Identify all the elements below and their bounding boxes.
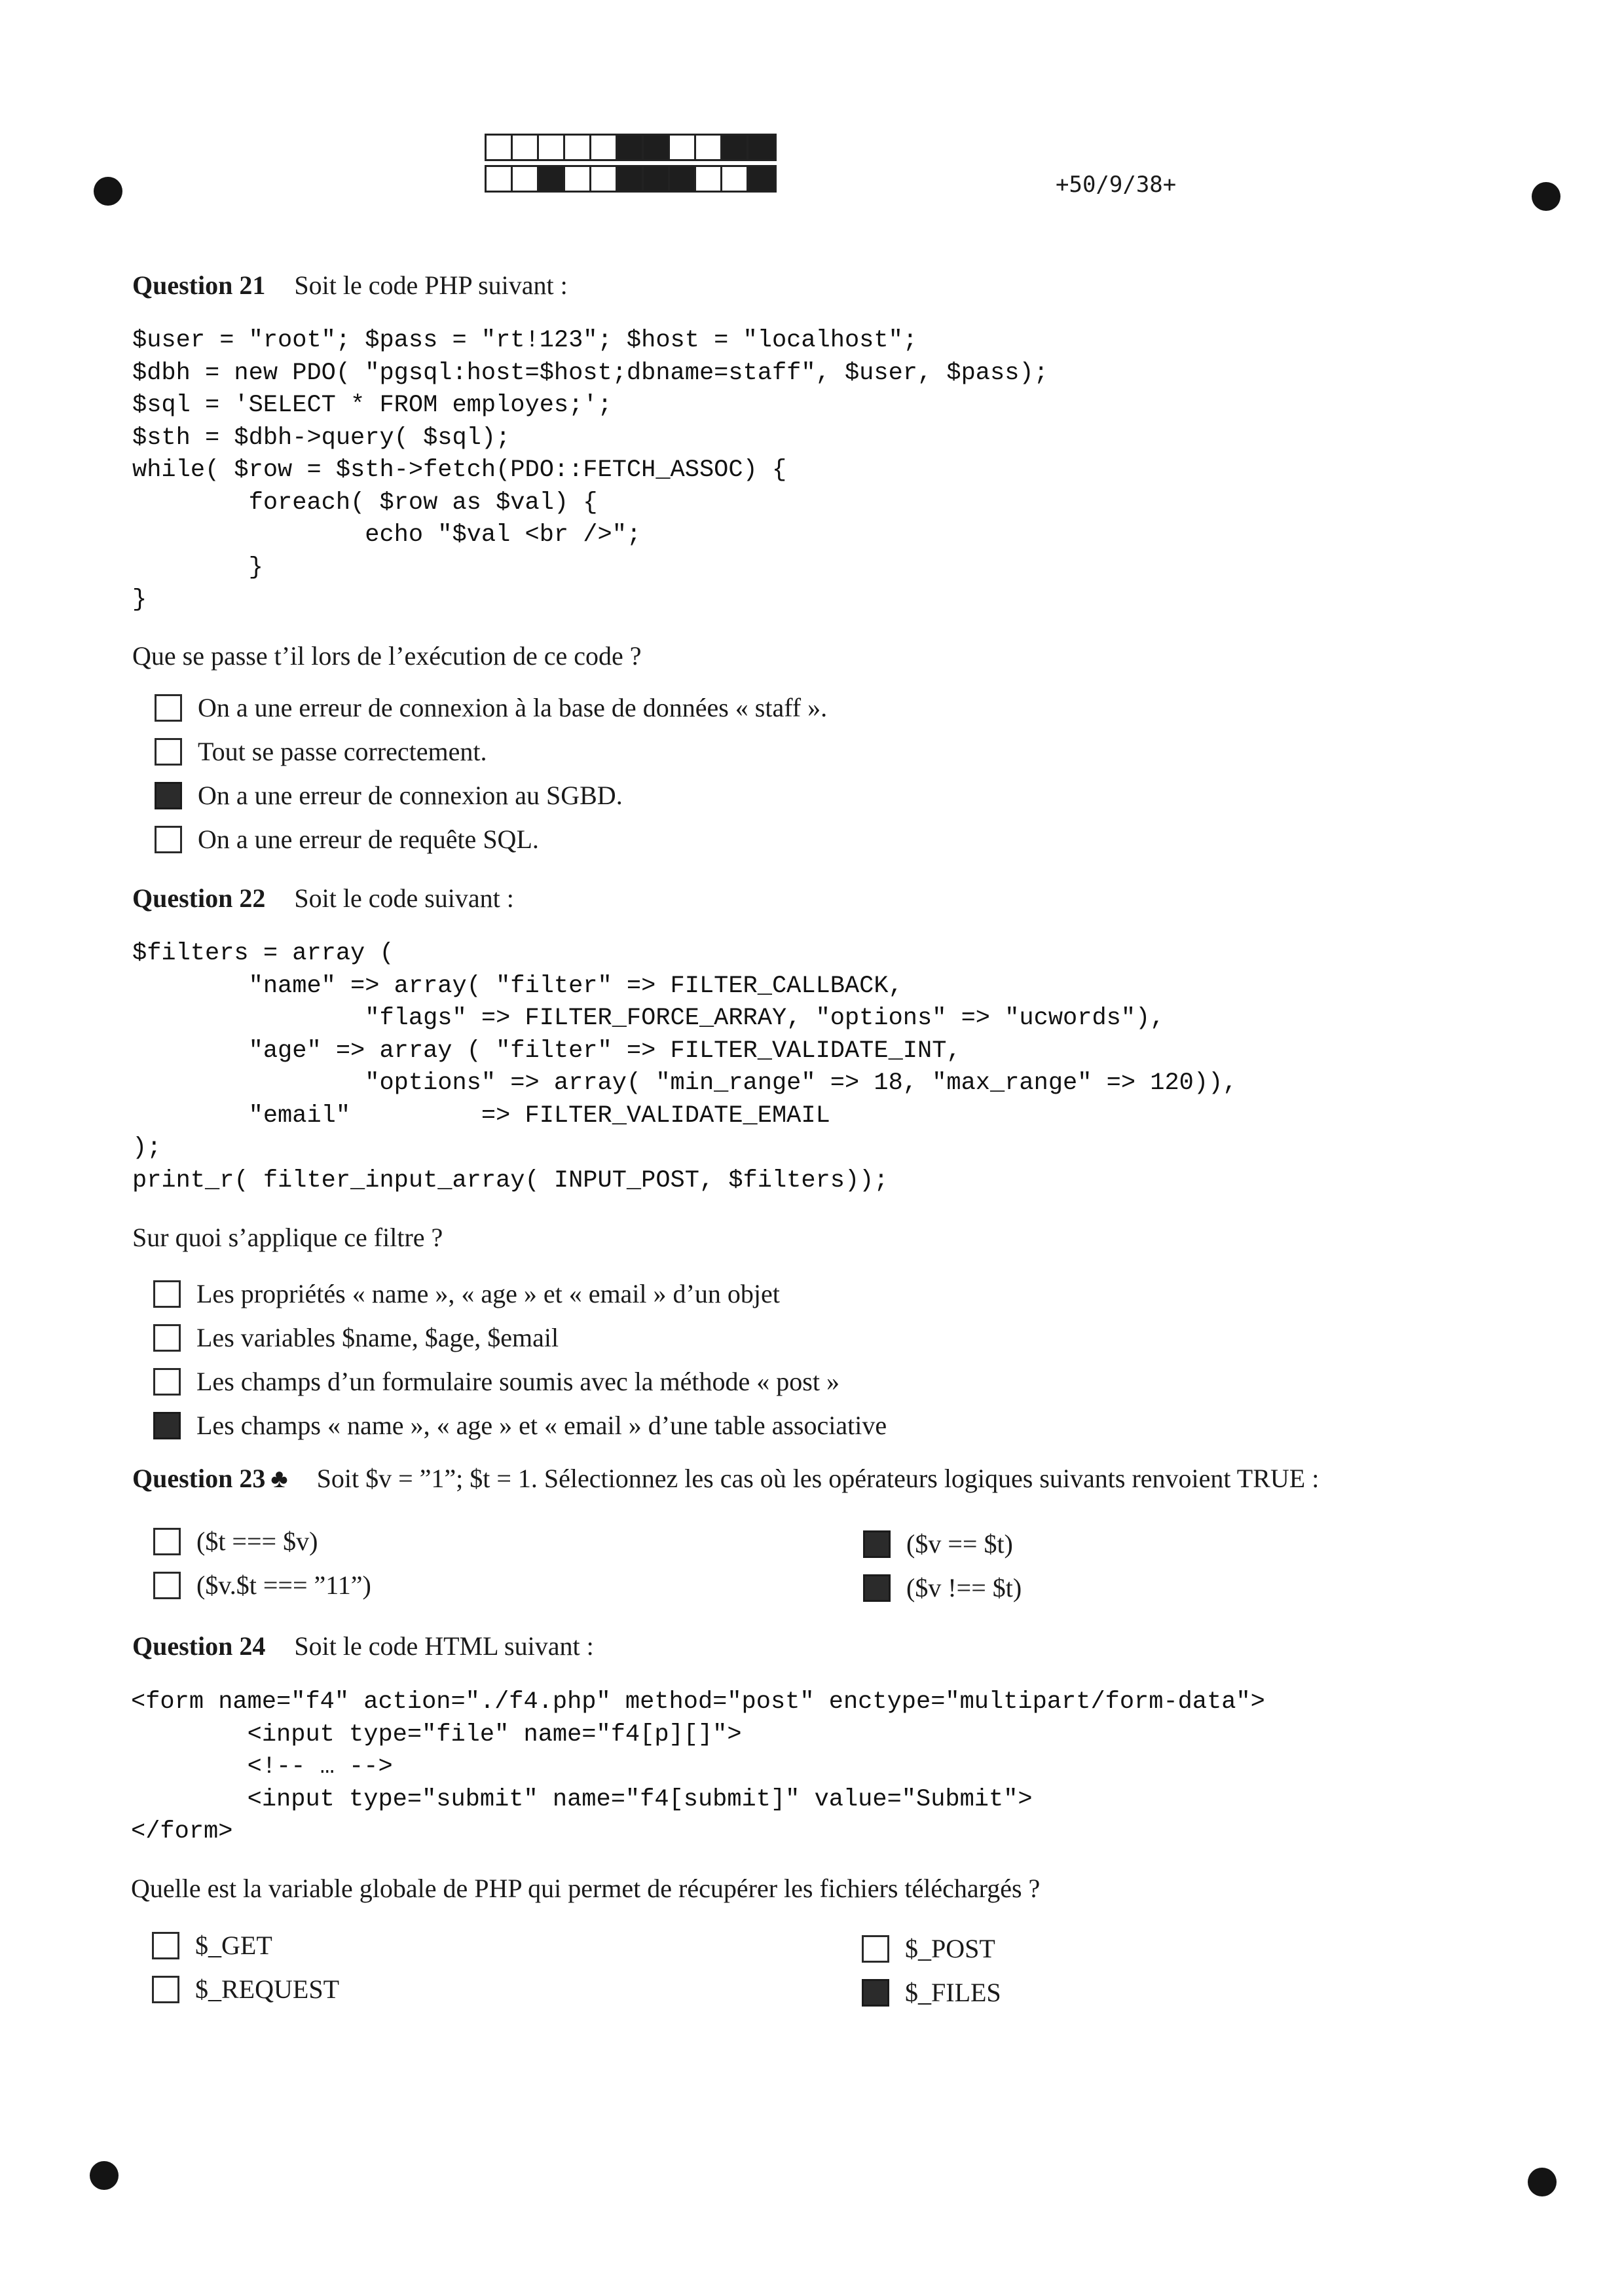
barcode-cell [539, 136, 565, 159]
answer-label: $_FILES [905, 1978, 1001, 2007]
barcode-cell [722, 167, 748, 191]
answer-option[interactable] [155, 692, 827, 723]
question-text: Soit le code suivant : [294, 883, 514, 913]
barcode-cell [513, 167, 539, 191]
answer-label: On a une erreur de connexion au SGBD. [198, 781, 623, 810]
question-24-code: <form name="f4" action="./f4.php" method="post" enctype="multipart/form-data"> <input type="file" name="f4[p][]"> <!-- … --> <input type="submit" name="f4[submit]" value="Submit"> </form> [131, 1688, 1265, 1845]
checkbox[interactable] [862, 1935, 889, 1963]
checkbox[interactable] [153, 1528, 181, 1555]
answer-label: ($v !== $t) [906, 1573, 1022, 1602]
barcode-cell [591, 136, 618, 159]
checkbox[interactable] [152, 1976, 179, 2003]
barcode-cell [644, 167, 670, 191]
registration-mark-bottom-left [90, 2161, 119, 2190]
question-21-code: $user = "root"; $pass = "rt!123"; $host = "localhost"; $dbh = new PDO( "pgsql:host=$host;dbname=staff", $user, $pass); $sql = 'SELECT * FROM employes;'; $sth = $dbh->query( $sql); while( $row = $sth->fetch(PDO::FETCH_ASSOC) { foreach( $row as $val) { echo "$val <br />"; } } [132, 327, 1048, 614]
answer-option[interactable] [153, 1410, 887, 1441]
question-22-prompt: Sur quoi s’applique ce filtre ? [132, 1223, 443, 1252]
answer-option[interactable] [863, 1572, 1022, 1603]
question-label: Question 22 [132, 883, 266, 913]
checkbox[interactable] [155, 738, 182, 766]
answer-option[interactable] [155, 736, 487, 767]
answer-label: ($v == $t) [906, 1529, 1013, 1559]
registration-mark-top-left [94, 177, 122, 206]
barcode-cell [487, 167, 513, 191]
answer-label: Les propriétés « name », « age » et « email » d’un objet [196, 1279, 780, 1308]
barcode-cell [748, 167, 775, 191]
registration-mark-bottom-right [1528, 2168, 1557, 2196]
checkbox[interactable] [155, 694, 182, 722]
question-22-header [132, 883, 514, 914]
registration-mark-top-right [1532, 182, 1560, 211]
question-text: Soit $v = ”1”; $t = 1. Sélectionnez les cas où les opérateurs logiques suivants renvoient TRUE : [316, 1464, 1320, 1493]
question-21-prompt: Que se passe t’il lors de l’exécution de ce code ? [132, 641, 642, 671]
checkbox[interactable] [152, 1932, 179, 1959]
answer-option[interactable] [153, 1366, 840, 1397]
barcode-cell [670, 136, 696, 159]
checkbox[interactable] [153, 1572, 181, 1599]
page-id: +50/9/38+ [1056, 172, 1177, 198]
checkbox[interactable] [155, 782, 182, 809]
question-label: Question 21 [132, 270, 266, 300]
answer-option[interactable] [155, 824, 539, 855]
answer-option[interactable] [863, 1528, 1013, 1559]
question-23-header [132, 1463, 1319, 1494]
page-barcode-row-2 [485, 165, 777, 193]
barcode-cell [670, 167, 696, 191]
barcode-cell [539, 167, 565, 191]
answer-label: On a une erreur de connexion à la base de données « staff ». [198, 693, 828, 722]
answer-option[interactable] [862, 1977, 1001, 2008]
answer-option[interactable] [155, 780, 623, 811]
barcode-cell [513, 136, 539, 159]
barcode-cell [487, 136, 513, 159]
answer-label: Les champs « name », « age » et « email » d’une table associative [196, 1411, 887, 1440]
checkbox[interactable] [153, 1412, 181, 1439]
barcode-cell [722, 136, 748, 159]
barcode-cell [565, 167, 591, 191]
barcode-cell [591, 167, 618, 191]
answer-label: Les champs d’un formulaire soumis avec la méthode « post » [196, 1367, 840, 1396]
answer-option[interactable] [152, 1974, 339, 2005]
answer-label: Les variables $name, $age, $email [196, 1323, 559, 1352]
page-barcode-row-1 [485, 134, 777, 161]
checkbox[interactable] [153, 1280, 181, 1308]
checkbox[interactable] [863, 1574, 891, 1602]
question-24-header [132, 1631, 594, 1661]
answer-label: On a une erreur de requête SQL. [198, 824, 539, 854]
answer-label: Tout se passe correctement. [198, 737, 487, 766]
answer-option[interactable] [153, 1570, 371, 1601]
checkbox[interactable] [153, 1324, 181, 1352]
answer-option[interactable] [152, 1930, 272, 1961]
checkbox[interactable] [155, 826, 182, 853]
answer-label: ($v.$t === ”11”) [196, 1570, 371, 1600]
barcode-cell [644, 136, 670, 159]
answer-label: $_REQUEST [195, 1974, 339, 2004]
club-icon: ♣ [270, 1464, 288, 1493]
checkbox[interactable] [863, 1530, 891, 1558]
barcode-cell [618, 136, 644, 159]
answer-option[interactable] [862, 1933, 995, 1964]
question-24-prompt: Quelle est la variable globale de PHP qui permet de récupérer les fichiers téléchargés ? [131, 1874, 1041, 1903]
barcode-cell [565, 136, 591, 159]
question-21-header [132, 270, 568, 301]
question-text: Soit le code PHP suivant : [294, 270, 568, 300]
question-text: Soit le code HTML suivant : [294, 1631, 594, 1661]
checkbox[interactable] [862, 1979, 889, 2007]
answer-label: $_GET [195, 1931, 272, 1960]
checkbox[interactable] [153, 1368, 181, 1396]
answer-label: ($t === $v) [196, 1527, 318, 1556]
barcode-cell [748, 136, 775, 159]
answer-option[interactable] [153, 1322, 559, 1353]
answer-option[interactable] [153, 1526, 318, 1557]
answer-option[interactable] [153, 1278, 780, 1309]
answer-label: $_POST [905, 1934, 995, 1963]
question-label: Question 23 [132, 1464, 266, 1493]
barcode-cell [618, 167, 644, 191]
question-label: Question 24 [132, 1631, 266, 1661]
barcode-cell [696, 136, 722, 159]
question-22-code: $filters = array ( "name" => array( "filter" => FILTER_CALLBACK, "flags" => FILTER_FORCE_ARRAY, "options" => "ucwords"), "age" => array ( "filter" => FILTER_VALIDATE_INT, "options" => array( "min_range" => 18, "max_range" => 120)), "email" => FILTER_VALIDATE_EMAIL ); print_r( filter_input_array( INPUT_POST, $filters)); [132, 940, 1238, 1194]
barcode-cell [696, 167, 722, 191]
